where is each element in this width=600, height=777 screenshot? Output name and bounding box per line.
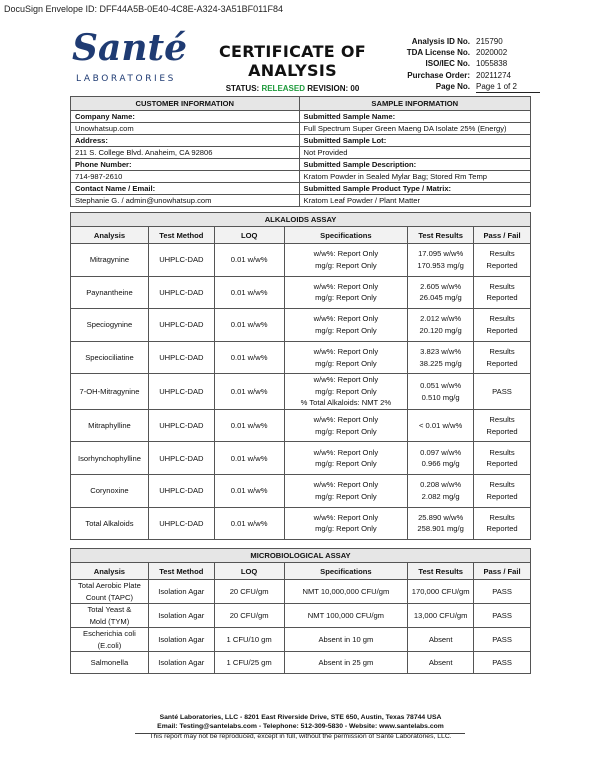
alkaloid-row [71, 244, 531, 277]
footer-disclaimer: This report may not be reproduced, except in full, without the permission of Santé Laboratories, LLC. [149, 732, 452, 740]
info-row [71, 195, 531, 207]
result-cell [408, 409, 474, 442]
result-cell [408, 309, 474, 342]
result-cell-line: 38.225 mg/g [419, 358, 462, 368]
method-cell: UHPLC-DAD [148, 374, 214, 410]
micro-row [71, 652, 531, 674]
spec-cell-line: % Total Alkaloids: NMT 2% [300, 398, 392, 408]
spec-cell [284, 309, 408, 342]
analysis-cell: Corynoxine [71, 475, 149, 508]
micro-row [71, 628, 531, 652]
loq-cell: 0.01 w/w% [214, 442, 284, 475]
result-cell [408, 341, 474, 374]
spec-cell: NMT 100,000 CFU/gm [284, 604, 408, 628]
spec-cell-line: mg/g: Report Only [315, 459, 377, 469]
analysis-cell: Total Alkaloids [71, 507, 149, 540]
contact-value: Stephanie G. / admin@unowhatsup.com [71, 195, 300, 207]
sample-name-value: Full Spectrum Super Green Maeng DA Isolate 25% (Energy) [299, 123, 530, 135]
meta-analysis-id [400, 36, 540, 47]
spec-cell-line: w/w%: Report Only [313, 314, 379, 324]
meta-value: Page 1 of 2 [476, 81, 540, 93]
result-cell-line: 0.097 w/w% [420, 447, 462, 457]
pass-fail-cell: PASS [474, 604, 531, 628]
analysis-cell: 7-OH-Mitragynine [71, 374, 149, 410]
loq-cell: 0.01 w/w% [214, 244, 284, 277]
microbiological-assay-table [70, 548, 531, 674]
footer-address: Santé Laboratories, LLC - 8201 East Riverside Drive, STE 650, Austin, Texas 78744 USA [159, 714, 442, 721]
alkaloid-row [71, 276, 531, 309]
pass-fail-cell-line: Reported [486, 358, 518, 368]
pass-fail-cell-line: Results [489, 347, 515, 357]
alkaloid-row [71, 442, 531, 475]
phone-value: 714-987-2610 [71, 171, 300, 183]
alkaloid-row [71, 309, 531, 342]
spec-cell [284, 341, 408, 374]
column-header: Analysis [71, 227, 149, 244]
method-cell: UHPLC-DAD [148, 309, 214, 342]
spec-cell: NMT 10,000,000 CFU/gm [284, 580, 408, 604]
micro-row [71, 580, 531, 604]
info-row [71, 159, 531, 171]
alkaloids-heading: ALKALOIDS ASSAY [71, 213, 531, 227]
sample-name-label: Submitted Sample Name: [299, 111, 530, 123]
sample-info-heading: SAMPLE INFORMATION [299, 97, 530, 111]
status-label: STATUS: [225, 84, 260, 93]
column-header: Specifications [284, 563, 408, 580]
column-header: LOQ [214, 563, 284, 580]
pass-fail-cell-line: Results [489, 415, 515, 425]
logo-subtitle: LABORATORIES [76, 74, 176, 84]
analysis-cell: Isorhynchophylline [71, 442, 149, 475]
customer-sample-table [70, 96, 531, 207]
info-row [71, 171, 531, 183]
result-cell-line: 25.890 w/w% [418, 512, 464, 522]
pass-fail-cell [474, 309, 531, 342]
address-label: Address: [71, 135, 300, 147]
spec-cell-line: mg/g: Report Only [315, 491, 377, 501]
revision-value: 00 [350, 84, 360, 93]
method-cell: UHPLC-DAD [148, 507, 214, 540]
column-header: Pass / Fail [474, 227, 531, 244]
pass-fail-cell [474, 442, 531, 475]
loq-cell: 0.01 w/w% [214, 309, 284, 342]
result-cell [408, 374, 474, 410]
spec-cell-line: mg/g: Report Only [315, 426, 377, 436]
column-header: Pass / Fail [474, 563, 531, 580]
result-cell [408, 244, 474, 277]
result-cell-line: 2.605 w/w% [420, 281, 462, 291]
loq-cell: 0.01 w/w% [214, 475, 284, 508]
title-block [190, 42, 395, 104]
meta-iso-iec [400, 58, 540, 69]
pass-fail-cell-line: Reported [486, 426, 518, 436]
method-cell: Isolation Agar [148, 628, 214, 652]
spec-cell [284, 276, 408, 309]
phone-label: Phone Number: [71, 159, 300, 171]
pass-fail-cell-line: Reported [486, 260, 518, 270]
analysis-cell [71, 580, 149, 604]
alkaloid-row [71, 374, 531, 410]
analysis-cell-line: Total Yeast & [87, 605, 132, 614]
spec-cell-line: w/w%: Report Only [313, 347, 379, 357]
spec-cell-line: mg/g: Report Only [315, 386, 377, 396]
spec-cell [284, 507, 408, 540]
column-header: Specifications [284, 227, 408, 244]
column-header: Test Results [408, 227, 474, 244]
customer-info-heading: CUSTOMER INFORMATION [71, 97, 300, 111]
micro-column-header-row [71, 563, 531, 580]
pass-fail-cell [474, 244, 531, 277]
revision-label: REVISION: [307, 84, 349, 93]
result-cell-line: 0.966 mg/g [421, 459, 460, 469]
info-row [71, 183, 531, 195]
analysis-cell-line: (E.coli) [97, 640, 122, 650]
meta-key: Page No. [435, 81, 470, 91]
meta-value: 20211274 [476, 70, 511, 80]
footer-contact: Email: Testing@santelabs.com - Telephone: 512-309-5830 - Website: www.santelabs.com [157, 723, 444, 731]
spec-cell-line: mg/g: Report Only [315, 325, 377, 335]
analysis-cell [71, 604, 149, 628]
document-meta [400, 36, 540, 93]
column-header: LOQ [214, 227, 284, 244]
pass-fail-cell-line: Results [489, 249, 515, 259]
loq-cell: 20 CFU/gm [214, 580, 284, 604]
spec-cell [284, 442, 408, 475]
result-cell-line: 0.510 mg/g [421, 392, 460, 402]
document-title: CERTIFICATE OF ANALYSIS [218, 42, 367, 80]
pass-fail-cell [474, 475, 531, 508]
result-cell-line: 3.823 w/w% [420, 347, 462, 357]
alkaloids-column-header-row [71, 227, 531, 244]
micro-heading-row [71, 549, 531, 563]
result-cell: Absent [408, 628, 474, 652]
pass-fail-cell-line: Results [489, 447, 515, 457]
analysis-cell: Mitraphylline [71, 409, 149, 442]
logo-wordmark: Santé [72, 27, 188, 69]
result-cell [408, 475, 474, 508]
pass-fail-cell-line: Reported [486, 325, 518, 335]
pass-fail-cell [474, 507, 531, 540]
meta-purchase-order [400, 70, 540, 81]
pass-fail-cell: PASS [474, 580, 531, 604]
analysis-cell: Mitragynine [71, 244, 149, 277]
info-row [71, 111, 531, 123]
alkaloids-heading-row [71, 213, 531, 227]
alkaloids-assay-table [70, 212, 531, 540]
pass-fail-cell [474, 276, 531, 309]
sample-desc-value: Kratom Powder in Sealed Mylar Bag; Stored Rm Temp [299, 171, 530, 183]
result-cell-line: 258.901 mg/g [417, 524, 464, 534]
spec-cell-line: mg/g: Report Only [315, 260, 377, 270]
address-value: 211 S. College Blvd. Anaheim, CA 92806 [71, 147, 300, 159]
result-cell-line: 2.012 w/w% [420, 314, 462, 324]
pass-fail-cell: PASS [474, 652, 531, 674]
spec-cell-line: w/w%: Report Only [313, 375, 379, 385]
analysis-cell: Speciociliatine [71, 341, 149, 374]
footer-divider [135, 733, 465, 734]
company-value: Unowhatsup.com [71, 123, 300, 135]
column-header: Test Results [408, 563, 474, 580]
analysis-cell [71, 628, 149, 652]
alkaloid-row [71, 341, 531, 374]
info-row [71, 147, 531, 159]
sample-desc-label: Submitted Sample Description: [299, 159, 530, 171]
column-header: Test Method [148, 227, 214, 244]
spec-cell [284, 374, 408, 410]
result-cell [408, 507, 474, 540]
pass-fail-cell-line: PASS [492, 386, 512, 396]
spec-cell-line: mg/g: Report Only [315, 358, 377, 368]
loq-cell: 20 CFU/gm [214, 604, 284, 628]
result-cell-line: 0.051 w/w% [420, 381, 462, 391]
analysis-cell-line: Count (TAPC) [85, 592, 133, 602]
result-cell: 13,000 CFU/gm [408, 604, 474, 628]
docusign-envelope-id: DocuSign Envelope ID: DFF44A5B-0E40-4C8E-A324-3A51BF011F84 [4, 4, 283, 14]
sample-type-value: Kratom Leaf Powder / Plant Matter [299, 195, 530, 207]
company-label: Company Name: [71, 111, 300, 123]
pass-fail-cell-line: Reported [486, 459, 518, 469]
footer [70, 713, 531, 741]
pass-fail-cell: PASS [474, 628, 531, 652]
loq-cell: 0.01 w/w% [214, 341, 284, 374]
status-value: RELEASED [261, 84, 305, 93]
pass-fail-cell-line: Reported [486, 491, 518, 501]
method-cell: UHPLC-DAD [148, 409, 214, 442]
sample-lot-label: Submitted Sample Lot: [299, 135, 530, 147]
contact-label: Contact Name / Email: [71, 183, 300, 195]
loq-cell: 1 CFU/10 gm [214, 628, 284, 652]
spec-cell-line: w/w%: Report Only [313, 447, 379, 457]
analysis-cell: Speciogynine [71, 309, 149, 342]
column-header: Test Method [148, 563, 214, 580]
loq-cell: 0.01 w/w% [214, 507, 284, 540]
meta-key: TDA License No. [406, 48, 470, 58]
analysis-cell-line: Salmonella [90, 657, 129, 667]
loq-cell: 0.01 w/w% [214, 276, 284, 309]
sample-lot-value: Not Provided [299, 147, 530, 159]
spec-cell-line: w/w%: Report Only [313, 249, 379, 259]
sample-type-label: Submitted Sample Product Type / Matrix: [299, 183, 530, 195]
method-cell: UHPLC-DAD [148, 442, 214, 475]
method-cell: UHPLC-DAD [148, 341, 214, 374]
micro-heading: MICROBIOLOGICAL ASSAY [71, 549, 531, 563]
result-cell [408, 442, 474, 475]
spec-cell-line: w/w%: Report Only [313, 281, 379, 291]
meta-value: 2020002 [476, 48, 508, 58]
pass-fail-cell-line: Reported [486, 293, 518, 303]
spec-cell-line: mg/g: Report Only [315, 524, 377, 534]
result-cell: 170,000 CFU/gm [408, 580, 474, 604]
analysis-cell [71, 652, 149, 674]
pass-fail-cell-line: Results [489, 314, 515, 324]
pass-fail-cell-line: Results [489, 480, 515, 490]
analysis-cell-line: Escherichia coli [83, 629, 136, 638]
meta-key: Purchase Order: [407, 70, 470, 80]
method-cell: Isolation Agar [148, 604, 214, 628]
info-row [71, 135, 531, 147]
pass-fail-cell-line: Results [489, 512, 515, 522]
meta-value: 1055838 [476, 59, 508, 69]
result-cell-line: 170.953 mg/g [417, 260, 464, 270]
result-cell-line: 0.208 w/w% [420, 480, 462, 490]
method-cell: UHPLC-DAD [148, 475, 214, 508]
result-cell-line: 17.095 w/w% [418, 249, 464, 259]
micro-row [71, 604, 531, 628]
method-cell: UHPLC-DAD [148, 244, 214, 277]
meta-key: ISO/IEC No. [425, 59, 470, 69]
alkaloid-row [71, 507, 531, 540]
method-cell: UHPLC-DAD [148, 276, 214, 309]
analysis-cell-line: Total Aerobic Plate [77, 581, 141, 590]
alkaloid-row [71, 475, 531, 508]
pass-fail-cell [474, 409, 531, 442]
spec-cell [284, 244, 408, 277]
sante-logo [72, 27, 188, 90]
loq-cell: 1 CFU/25 gm [214, 652, 284, 674]
result-cell-line: 26.045 mg/g [419, 293, 462, 303]
spec-cell-line: w/w%: Report Only [313, 415, 379, 425]
column-header: Analysis [71, 563, 149, 580]
pass-fail-cell [474, 374, 531, 410]
spec-cell-line: mg/g: Report Only [315, 293, 377, 303]
pass-fail-cell [474, 341, 531, 374]
result-cell [408, 276, 474, 309]
method-cell: Isolation Agar [148, 580, 214, 604]
pass-fail-cell-line: Results [489, 281, 515, 291]
alkaloid-row [71, 409, 531, 442]
result-cell-line: < 0.01 w/w% [419, 420, 463, 430]
pass-fail-cell-line: Reported [486, 524, 518, 534]
spec-cell: Absent in 25 gm [284, 652, 408, 674]
analysis-cell-line: Mold (TYM) [89, 616, 130, 626]
result-cell: Absent [408, 652, 474, 674]
spec-cell [284, 409, 408, 442]
spec-cell-line: w/w%: Report Only [313, 480, 379, 490]
meta-key: Analysis ID No. [411, 37, 470, 46]
spec-cell-line: w/w%: Report Only [313, 512, 379, 522]
status-line [190, 84, 395, 93]
spec-cell [284, 475, 408, 508]
analysis-cell: Paynantheine [71, 276, 149, 309]
meta-page-no [400, 81, 540, 93]
loq-cell: 0.01 w/w% [214, 374, 284, 410]
meta-tda-license [400, 47, 540, 58]
result-cell-line: 2.082 mg/g [421, 491, 460, 501]
info-row [71, 123, 531, 135]
result-cell-line: 20.120 mg/g [419, 325, 462, 335]
loq-cell: 0.01 w/w% [214, 409, 284, 442]
spec-cell: Absent in 10 gm [284, 628, 408, 652]
info-header-row [71, 97, 531, 111]
meta-value: 215790 [476, 37, 503, 46]
method-cell: Isolation Agar [148, 652, 214, 674]
